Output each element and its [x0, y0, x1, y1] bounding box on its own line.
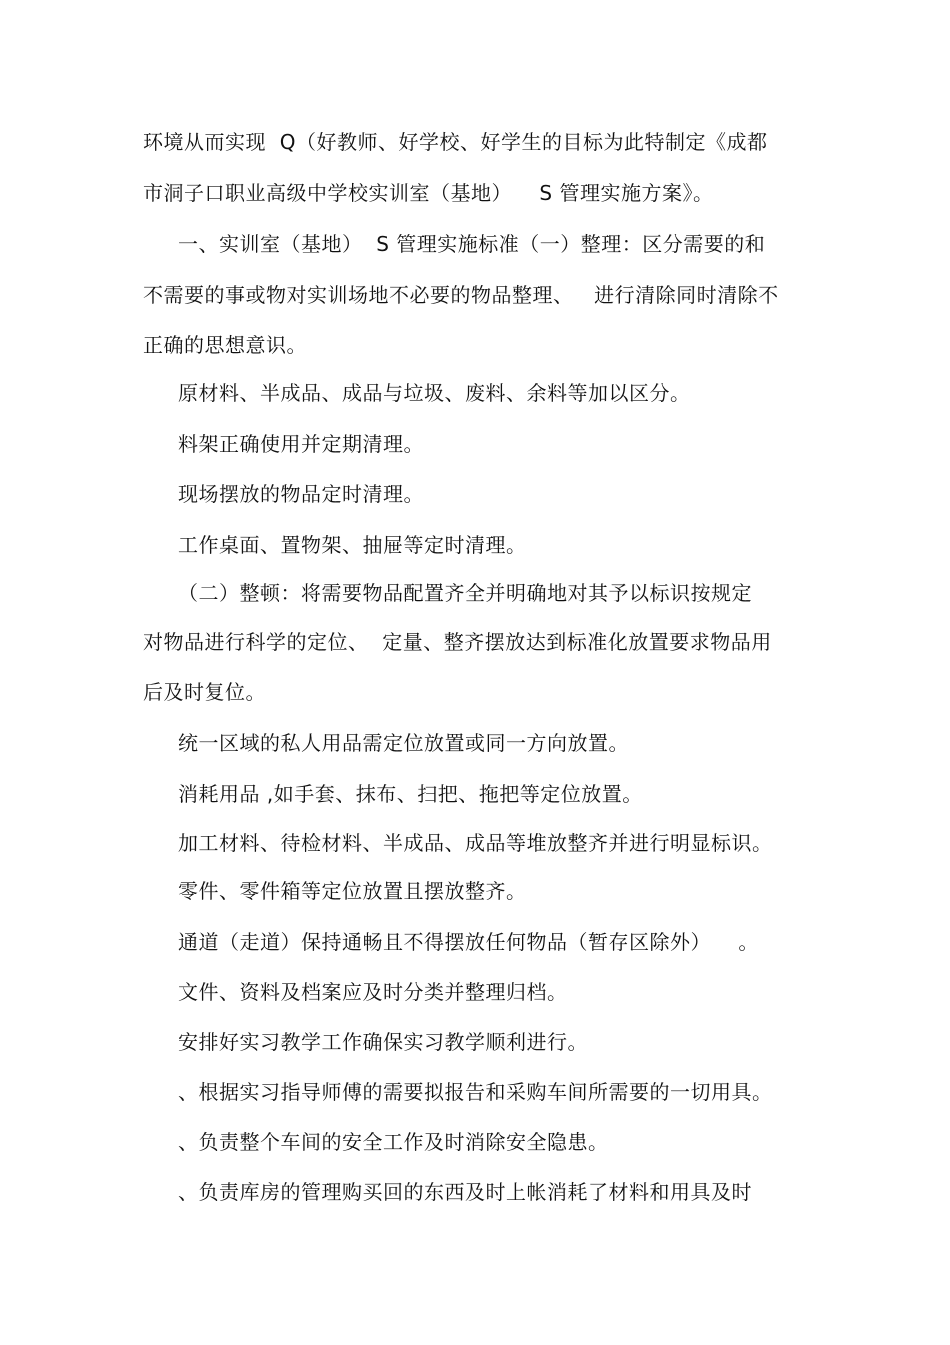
text-line: （二）整顿：将需要物品配置齐全并明确地对其予以标识按规定 — [178, 581, 752, 605]
text-line: 安排好实习教学工作确保实习教学顺利进行。 — [178, 1030, 588, 1054]
text-line: 原材料、半成品、成品与垃圾、废料、余料等加以区分。 — [178, 381, 691, 405]
text-line: 加工材料、待检材料、半成品、成品等堆放整齐并进行明显标识。 — [178, 831, 773, 855]
text-line: 零件、零件箱等定位放置且摆放整齐。 — [178, 879, 527, 903]
text-line: 市洞子口职业高级中学校实训室（基地） S 管理实施方案》。 — [143, 181, 714, 205]
text-line: 料架正确使用并定期清理。 — [178, 432, 424, 456]
text-line: 、负责库房的管理购买回的东西及时上帐消耗了材料和用具及时 — [178, 1180, 752, 1204]
text-line: 消耗用品 ,如手套、抹布、扫把、拖把等定位放置。 — [178, 782, 643, 806]
text-line: 一、实训室（基地） S 管理实施标准（一）整理：区分需要的和 — [178, 232, 766, 256]
text-line: 统一区域的私人用品需定位放置或同一方向放置。 — [178, 731, 629, 755]
text-line: 环境从而实现 Q（好教师、好学校、好学生的目标为此特制定《成都 — [143, 130, 768, 154]
text-line: 文件、资料及档案应及时分类并整理归档。 — [178, 980, 568, 1004]
text-line: 通道（走道）保持通畅且不得摆放任何物品（暂存区除外） 。 — [178, 930, 759, 954]
text-line: 正确的思想意识。 — [143, 333, 307, 357]
text-line: 现场摆放的物品定时清理。 — [178, 482, 424, 506]
text-line: 对物品进行科学的定位、 定量、整齐摆放达到标准化放置要求物品用 — [143, 630, 772, 654]
text-line: 、根据实习指导师傅的需要拟报告和采购车间所需要的一切用具。 — [178, 1080, 773, 1104]
text-line: 后及时复位。 — [143, 680, 266, 704]
text-line: 不需要的事或物对实训场地不必要的物品整理、 进行清除同时清除不 — [143, 283, 779, 307]
text-line: 工作桌面、置物架、抽屉等定时清理。 — [178, 533, 527, 557]
text-line: 、负责整个车间的安全工作及时消除安全隐患。 — [178, 1130, 609, 1154]
